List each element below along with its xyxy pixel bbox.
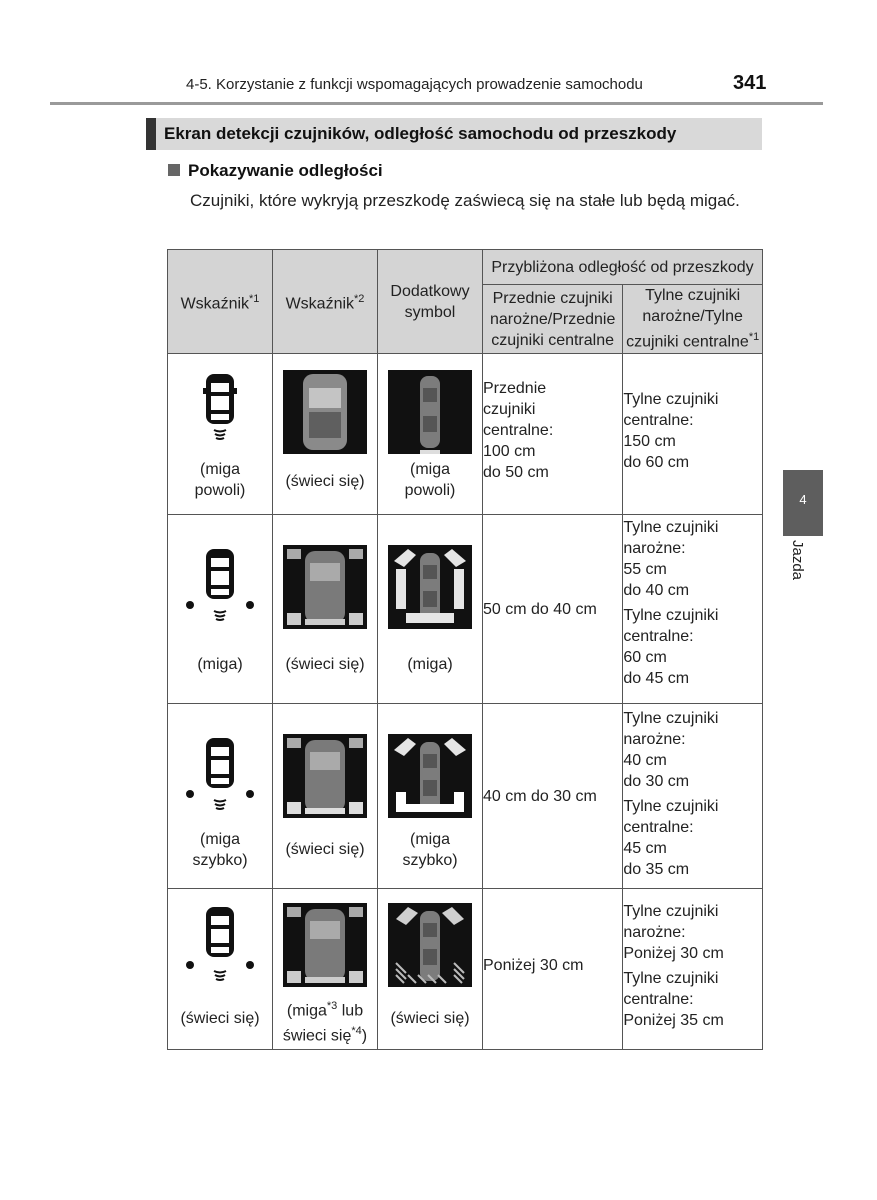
front-distance-cell: Poniżej 30 cm — [483, 889, 623, 1050]
indicator2-caption: (miga$^{*3}$ lub świeci się$^{*4}$) — [282, 1000, 368, 1045]
header-rule — [50, 102, 823, 105]
symbol-caption: (miga) — [407, 656, 453, 673]
section-title-marker — [146, 118, 156, 150]
header-indicator1: Wskaźnik$^{*1}$ — [168, 250, 273, 354]
indicator1-cell — [168, 889, 273, 1050]
intro-paragraph: Czujniki, które wykryją przeszkodę zaświecą się na stałe lub będą migać. — [190, 191, 740, 210]
indicator1-caption: (miga szybko) — [192, 831, 248, 869]
indicator1-caption: (miga powoli) — [194, 461, 246, 499]
car-sensor-indicator-icon — [168, 354, 272, 454]
camera-car-view-icon — [273, 704, 377, 824]
header-rear-sensors: Tylne czujniki narożne/Tylne czujniki centralne$^{*1}$ — [623, 285, 763, 354]
rear-distance-cell: Tylne czujniki narożne: 55 cm do 40 cm Tylne czujniki centralne: 60 cm do 45 cm — [623, 515, 763, 704]
indicator1-caption: (świeci się) — [180, 1010, 260, 1027]
indicator1-cell — [168, 515, 273, 704]
indicator2-cell — [273, 889, 378, 1050]
section-title-bar — [146, 118, 762, 150]
header-section-path: 4-5. Korzystanie z funkcji wspomagających prowadzenie samochodu — [186, 76, 643, 93]
table-row — [168, 515, 763, 704]
symbol-caption: (miga szybko) — [402, 831, 458, 869]
front-distance-cell: 50 cm do 40 cm — [483, 515, 623, 704]
indicator2-caption: (świeci się) — [285, 841, 365, 858]
indicator2-caption: (świeci się) — [285, 656, 365, 673]
front-distance-cell: 40 cm do 30 cm — [483, 704, 623, 889]
indicator1-cell — [168, 704, 273, 889]
distance-table — [167, 249, 763, 1050]
rear-distance-cell: Tylne czujniki centralne: 150 cm do 60 cm — [623, 354, 763, 515]
car-sensor-indicator-icon — [168, 889, 272, 1001]
symbol-caption: (świeci się) — [390, 1010, 470, 1027]
car-top-symbol-icon — [378, 515, 482, 635]
header-extra-symbol: Dodatkowy symbol — [378, 250, 483, 354]
symbol-cell — [378, 515, 483, 704]
square-bullet-icon — [168, 164, 180, 176]
table-row — [168, 354, 763, 515]
header-approx-distance: Przybliżona odległość od przeszkody — [483, 250, 763, 285]
indicator1-cell — [168, 354, 273, 515]
symbol-cell — [378, 354, 483, 515]
rear-distance-cell: Tylne czujniki narożne: Poniżej 30 cm Tylne czujniki centralne: Poniżej 35 cm — [623, 889, 763, 1050]
page-number: 341 — [733, 72, 767, 94]
table-row — [168, 704, 763, 889]
car-sensor-indicator-icon — [168, 704, 272, 824]
indicator2-cell — [273, 515, 378, 704]
indicator2-cell — [273, 704, 378, 889]
header-indicator2: Wskaźnik$^{*2}$ — [273, 250, 378, 354]
car-top-symbol-icon — [378, 889, 482, 1001]
header-front-sensors: Przednie czujniki narożne/Przednie czujniki centralne — [483, 285, 623, 354]
subsection-title — [168, 161, 383, 181]
symbol-caption: (miga powoli) — [404, 461, 456, 499]
camera-car-view-icon — [273, 889, 377, 989]
car-top-symbol-icon — [378, 704, 482, 824]
chapter-tab-label: Jazda — [789, 540, 806, 581]
section-title: Ekran detekcji czujników, odległość samochodu od przeszkody — [164, 124, 677, 143]
car-sensor-indicator-icon — [168, 515, 272, 635]
chapter-tab-number: 4 — [799, 492, 807, 507]
indicator2-cell — [273, 354, 378, 515]
symbol-cell — [378, 704, 483, 889]
subsection-title-text: Pokazywanie odległości — [188, 161, 383, 180]
indicator2-caption: (świeci się) — [285, 473, 365, 490]
table-row — [168, 889, 763, 1050]
rear-distance-cell: Tylne czujniki narożne: 40 cm do 30 cm Tylne czujniki centralne: 45 cm do 35 cm — [623, 704, 763, 889]
car-top-symbol-icon — [378, 354, 482, 454]
chapter-tab — [783, 470, 823, 536]
symbol-cell — [378, 889, 483, 1050]
camera-car-view-icon — [273, 354, 377, 454]
front-distance-cell: Przednie czujniki centralne: 100 cm do 50 cm — [483, 354, 623, 515]
camera-car-view-icon — [273, 515, 377, 635]
indicator1-caption: (miga) — [197, 656, 243, 673]
